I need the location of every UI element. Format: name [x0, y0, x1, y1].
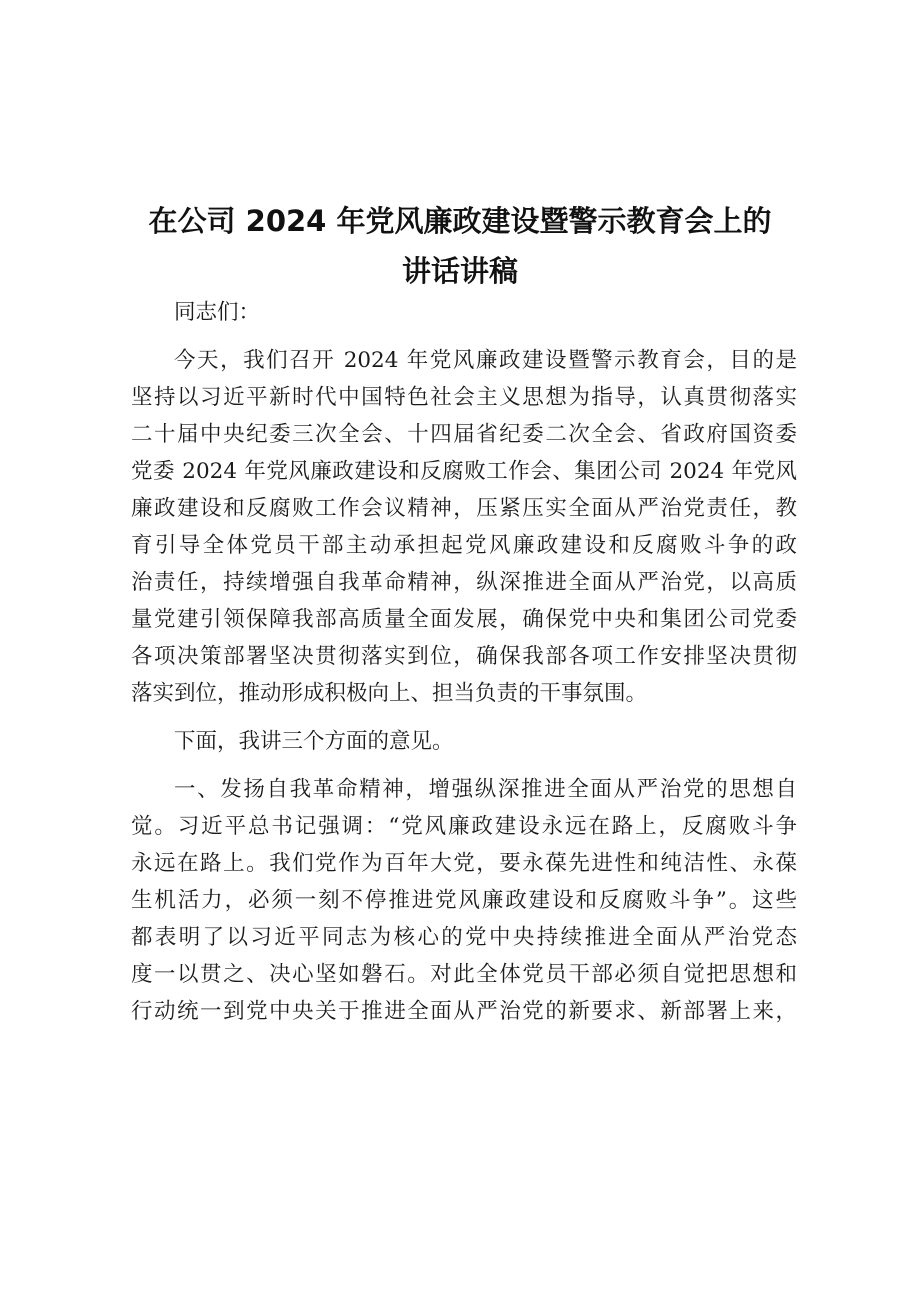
paragraph-line: 廉政建设和反腐败工作会议精神，压紧压实全面从严治党责任，教	[131, 496, 797, 521]
paragraph-line: 党委 2024 年党风廉政建设和反腐败工作会、集团公司 2024 年党风	[131, 459, 797, 484]
document-title	[120, 196, 800, 296]
paragraph-line: 生机活力，必须一刻不停推进党风廉政建设和反腐败斗争”。这些	[131, 888, 797, 913]
paragraph-line: 治责任，持续增强自我革命精神，纵深推进全面从严治党，以高质	[131, 570, 797, 595]
paragraph-opening	[131, 342, 797, 712]
paragraph-line: 量党建引领保障我部高质量全面发展，确保党中央和集团公司党委	[131, 607, 797, 632]
paragraph-line: 行动统一到党中央关于推进全面从严治党的新要求、新部署上来，	[131, 999, 797, 1024]
paragraph-line: 二十届中央纪委三次全会、十四届省纪委二次全会、省政府国资委	[131, 422, 797, 447]
paragraph-line: 落实到位，推动形成积极向上、担当负责的干事氛围。	[131, 681, 648, 706]
paragraph-line: 坚持以习近平新时代中国特色社会主义思想为指导，认真贯彻落实	[131, 385, 797, 410]
salutation	[131, 294, 797, 331]
paragraph-line: 育引导全体党员干部主动承担起党风廉政建设和反腐败斗争的政	[131, 533, 797, 558]
paragraph-line: 永远在路上。我们党作为百年大党，要永葆先进性和纯洁性、永葆	[131, 851, 797, 876]
paragraph-line: 度一以贯之、决心坚如磐石。对此全体党员干部必须自觉把思想和	[131, 962, 797, 987]
title-line-2: 讲话讲稿	[401, 254, 518, 288]
document-body	[131, 294, 797, 1041]
paragraph-line: 下面，我讲三个方面的意见。	[174, 729, 454, 754]
paragraph-section-one	[131, 771, 797, 1030]
paragraph-line: 一、发扬自我革命精神，增强纵深推进全面从严治党的思想自	[174, 777, 797, 802]
title-line-1: 在公司 2024 年党风廉政建设暨警示教育会上的	[148, 204, 772, 238]
paragraph-line: 今天，我们召开 2024 年党风廉政建设暨警示教育会，目的是	[174, 348, 797, 373]
paragraph-line: 各项决策部署坚决贯彻落实到位，确保我部各项工作安排坚决贯彻	[131, 644, 797, 669]
salutation-text: 同志们：	[174, 300, 261, 325]
paragraph-line: 都表明了以习近平同志为核心的党中央持续推进全面从严治党态	[131, 925, 797, 950]
paragraph-intro	[131, 723, 797, 760]
paragraph-line: 觉。习近平总书记强调：“党风廉政建设永远在路上，反腐败斗争	[131, 814, 797, 839]
